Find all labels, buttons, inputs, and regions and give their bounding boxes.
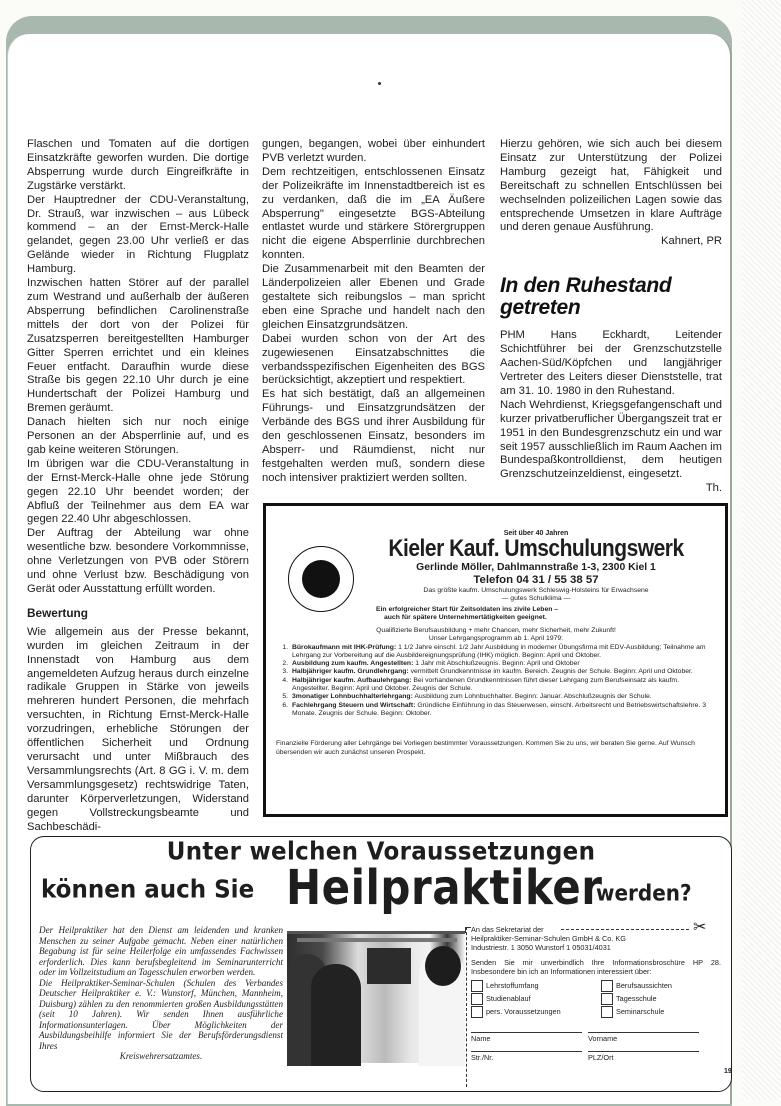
name-field[interactable]: Name <box>471 1032 582 1051</box>
advertisement-kieler-umschulungswerk <box>263 503 728 817</box>
ad-header <box>366 530 706 622</box>
cut-line-top <box>561 929 689 930</box>
checkbox-label: Lehrstoffumfang <box>486 980 539 990</box>
checkbox-label: Tagesschule <box>616 993 657 1003</box>
ad-phone: Telefon 04 31 / 55 38 57 <box>473 574 599 586</box>
ad-footer: Finanzielle Förderung aller Lehrgänge bei Vorliegen bestimmter Voraussetzungen. Kommen Sie zu uns, wir beraten Sie gerne. Auf Wunsch übersenden wir auch zunächst unseren Prospekt. <box>276 740 695 756</box>
plz-ort-field[interactable]: PLZ/Ort <box>588 1051 699 1070</box>
checkbox-label: Seminarschule <box>616 1006 665 1016</box>
xray-film <box>367 948 411 984</box>
checkbox-berufsaussichten[interactable] <box>601 979 711 992</box>
checkbox-studienablauf[interactable] <box>471 992 601 1005</box>
advertisement-heilpraktiker <box>30 836 732 1092</box>
course-text: Bei vorhandenen Grundkenntnissen führt dieser Lehrgang zum Berufseinsatz als kaufm. Angestellter. Beginn: April und Oktober. Zeugnis der Schule. <box>292 676 679 693</box>
coupon-address: Industriestr. 1 3050 Wunstorf 1 05031/4031 <box>471 943 611 953</box>
logo-circle-icon <box>288 546 354 612</box>
checkbox-seminarschule[interactable] <box>601 1005 711 1018</box>
article-column-1 <box>27 138 249 834</box>
photo-xray-consultation <box>287 931 465 1063</box>
paragraph: Der Auftrag der Abteilung war ohne wesentliche bzw. besondere Vorkommnisse, ohne Verletzungen von PVB oder Störern und ohne Verlust bzw. Beschädigung von Gerät oder Ausstattung erfüllt worden. <box>27 527 249 595</box>
ad-description-2: — gutes Schulklima — <box>501 595 571 602</box>
paragraph: gungen, begangen, wobei über einhundert PVB verletzt wurden. <box>262 138 485 164</box>
ad-claim <box>366 606 706 622</box>
retirement-headline: In den Ruhestand getreten <box>500 274 672 320</box>
paragraph: Der Heilpraktiker hat den Dienst am leidenden und kranken Menschen zu seiner Aufgabe gemacht. Neben einer natürlichen Begabung ist für seine Heilerfolge ein umfassendes Fachwissen erforderlich. Dies kann berufsbegleitend im Seminarunterricht oder im Vollzeitstudium an Tagesschulen erworben werden. <box>39 925 283 977</box>
checkbox-group <box>471 979 721 1018</box>
paragraph: Wie allgemein aus der Presse bekannt, wurden im gleichen Zeitraum in der Innenstadt von Hamburg aus dem angemeldeten Aufzug heraus durch einzelne radikale Gruppen in Stärke von jeweils mehreren hundert Personen, die mehrfach versuchten, in Richtung Ernst-Merck-Halle vorzudringen, erhebliche Störungen der öffentlichen Sicherheit und Ordnung verursacht und unter Mißbrauch des Versammlungsrechts (Art. 8 GG i. V. m. dem Versammlungsgesetz) rechtswidrige Taten, darunter Körperverletzungen, Widerstand gegen Vollstreckungsbeamte und Sachbeschädi- <box>27 625 249 833</box>
paragraph: Inzwischen hatten Störer auf der parallel zum Westrand und außerhalb der äußeren Absperrung befindlichen Carolinenstraße mittels der dort von der Polizei für Zusatzsperren bereitgestellten Hamburger Gitter Sperren errichtet und ein kleines Feuer entfacht. Daraufhin wurde diese Straße bis gegen 22.10 Uhr durch je eine Hundertschaft der Polizei Hamburg und Bremen geräumt. <box>27 277 249 415</box>
ad-claim-line: auch für spätere Unternehmertätigkeiten geeignet. <box>384 614 547 622</box>
paragraph: Dem rechtzeitigen, entschlossenen Einsatz der Polizeikräfte im Innenstadtbereich ist es zu verdanken, daß die im „EA Äußere Absperrung" eingesetzte BGS-Abteilung entlastet wurde und stärkere Störergruppen nicht die eigene Absperrlinie durchbrechen konnten. <box>262 165 485 262</box>
ad-body <box>276 627 716 757</box>
checkbox-icon[interactable] <box>601 993 613 1005</box>
checkbox-lehrstoffumfang[interactable] <box>471 979 601 992</box>
subheading-bewertung: Bewertung <box>27 605 88 620</box>
author-signature: Kahnert, PR <box>661 235 722 248</box>
course-title: Halbjähriger kaufm. Grundlehrgang: <box>292 668 409 676</box>
vorname-field[interactable]: Vorname <box>588 1032 699 1051</box>
checkbox-label: pers. Voraussetzungen <box>486 1006 561 1016</box>
paragraph: Dabei wurden schon von der Art des zugewiesenen Einsatzabschnittes die verbandsspezifischen Eigenheiten des BGS berücksichtigt, akzeptiert und respektiert. <box>262 332 485 387</box>
print-speck <box>378 82 381 85</box>
course-item <box>276 677 716 694</box>
page-edge-texture <box>742 0 781 1100</box>
article-column-2 <box>262 138 485 486</box>
scissors-icon: ✂ <box>693 919 707 936</box>
course-number: 3. <box>282 668 288 676</box>
coupon-company: Heilpraktiker-Seminar-Schulen GmbH & Co. KG <box>471 934 626 944</box>
course-text: Gründliche Einführung in das Steuerwesen, einschl. Arbeitsrecht und Betriebswirtschaftslehre. 3 Monate. Zeugnis der Schule. Beginn: Oktober. <box>292 701 706 717</box>
retirement-signature: Th. <box>705 482 722 495</box>
checkbox-pers-voraussetzungen[interactable] <box>471 1005 601 1018</box>
course-item <box>276 644 716 661</box>
ad-company-name: Kieler Kauf. Umschulungswerk <box>388 535 684 562</box>
ad-headline-2b: Heilpraktiker <box>286 859 603 916</box>
cut-line <box>466 927 469 1087</box>
course-text: Ausbildung zum Lohnbuchhalter. Beginn: Januar. Abschlußzeugnis der Schule. <box>412 693 652 701</box>
course-text: 1 1/2 Jahre einschl. 1/2 Jahr Ausbildung in moderner Übungsfirma mit EDV-Ausbildung; Teilnahme am Lehrgang zur Vorbereitung auf die Ausbildereignungsprüfung (IHK) möglich. Beginn: April und Oktober. <box>292 643 706 659</box>
course-title: Fachlehrgang Steuern und Wirtschaft: <box>292 701 416 709</box>
paragraph: Die Heilpraktiker-Seminar-Schulen (Schulen des Verbandes Deutscher Heilpraktiker e. V.: Wunstorf, München, Mannheim, Duisburg) zählen zu den renommierten großen Ausbildungsstätten (seit 10 Jahren). Wir senden Ihnen ausführliche Informationsunterlagen. Über Möglichkeiten der Ausbildungsbeihilfe informiert Sie der Berufsförderungsdienst Ihres <box>39 977 283 1051</box>
page-number: 19 <box>724 1068 732 1075</box>
course-title: Ausbildung zum kaufm. Angestellten: <box>292 660 414 668</box>
checkbox-icon[interactable] <box>471 980 483 992</box>
article-column-3 <box>500 138 722 496</box>
lightbox-frame <box>297 938 457 942</box>
course-item <box>276 702 716 719</box>
checkbox-label: Studienablauf <box>486 993 531 1003</box>
cut-corner <box>465 927 471 933</box>
ad-headline-2a: können auch Sie <box>41 875 255 905</box>
ad-claim-line: Ein erfolgreicher Start für Zeitsoldaten ins zivile Leben – <box>376 606 559 613</box>
course-text: vermittelt Grundkenntnisse im kaufm. Bereich. Zeugnis der Schule. Beginn: April und Oktober. <box>408 668 693 676</box>
course-title: 3monatiger Lohnbuchhalterlehrgang: <box>292 693 413 701</box>
course-item <box>276 660 716 668</box>
course-text: 1 Jahr mit Abschlußzeugnis. Beginn: April und Oktober <box>413 660 580 668</box>
checkbox-label: Berufsaussichten <box>616 980 672 990</box>
course-item <box>276 668 716 676</box>
paragraph: PHM Hans Eckhardt, Leitender Schichtführer bei der Grenzschutzstelle Aachen-Süd/Köpfchen und langjähriger Vertreter des Leiters dieser Dienststelle, trat am 31. 10. 1980 in den Ruhestand. <box>500 329 722 397</box>
coupon-recipient: An das Sekretariat der <box>471 925 544 934</box>
course-number: 4. <box>282 676 288 684</box>
paragraph: Flaschen und Tomaten auf die dortigen Einsatzkräfte geworfen wurden. Die dortige Absperrung wurde durch Eingreifkräfte in Zugstärke verstärkt. <box>27 138 249 192</box>
paragraph: Kreiswehrersatzamtes. <box>119 1051 203 1061</box>
paragraph: Nach Wehrdienst, Kriegsgefangenschaft und kurzer privatberuflicher Übergangszeit trat er 1951 in den Bundesgrenzschutz ein und war seit 1957 ausschließlich im Raum Aachen im Bundespaßkontrolldienst, dem heutigen Grenzschutzeinzeldienst, eingesetzt. <box>500 398 722 481</box>
street-field[interactable]: Str./Nr. <box>471 1051 582 1070</box>
address-fields <box>471 1032 721 1070</box>
paragraph: Danach hielten sich nur noch einige Personen an der Absperrlinie auf, und es gab keine weiteren Störungen. <box>27 416 249 456</box>
ad-tagline: Qualifizierte Berufsausbildung + mehr Chancen, mehr Sicherheit, mehr Zukunft! <box>376 627 616 634</box>
doctor-head <box>425 946 461 986</box>
checkbox-icon[interactable] <box>601 980 613 992</box>
checkbox-icon[interactable] <box>601 1006 613 1018</box>
paragraph: Die Zusammenarbeit mit den Beamten der Länderpolizeien aller Ebenen und Grade gestaltete sich reibungslos – man spricht eben eine Sprache und handelt nach den gleichen Einsatzgrundsätzen. <box>262 263 485 331</box>
ad-address: Gerlinde Möller, Dahlmannstraße 1-3, 2300 Kiel 1 <box>416 562 656 573</box>
person-silhouette <box>311 964 361 1066</box>
checkbox-icon[interactable] <box>471 1006 483 1018</box>
course-title: Halbjähriger kaufm. Aufbaulehrgang: <box>292 676 412 684</box>
coupon-request: Senden Sie mir unverbindlich Ihre Informationsbroschüre HP 28. Insbesondere bin ich an Informationen interessiert über: <box>471 957 721 976</box>
course-list <box>276 644 716 719</box>
checkbox-icon[interactable] <box>471 993 483 1005</box>
checkbox-tagesschule[interactable] <box>601 992 711 1005</box>
ad-headline-1: Unter welchen Voraussetzungen <box>166 837 596 867</box>
paragraph: Hierzu gehören, wie sich auch bei diesem Einsatz zur Unterstützung der Polizei Hamburg gezeigt hat, Fähigkeit und Bereitschaft zu schnellen Entschlüssen bei wechselnden polizeilichen Lagen sowie das entsprechende Umsetzen in klare Aufträge und deren genaue Ausführung. <box>500 138 722 234</box>
course-item <box>276 693 716 701</box>
paragraph: Im übrigen war die CDU-Veranstaltung in der Ernst-Merck-Halle ohne jede Störung gegen 22.10 Uhr beendet worden; der Abfluß der Teilnehmer aus dem EA war gegen 22.40 Uhr abgeschlossen. <box>27 457 249 526</box>
paragraph: Es hat sich bestätigt, daß an allgemeinen Führungs- und Einsatzgrundsätzen der Verbände des BGS und ihrer Ausbildung für den geschlossenen Einsatz, besonders im Absperr- und Räumdienst, nicht nur festgehalten werden muß, sondern diese noch intensiver praktiziert werden sollten. <box>262 388 485 484</box>
course-title: Bürokaufmann mit IHK-Prüfung: <box>292 643 397 651</box>
course-number: 2. <box>282 660 288 668</box>
course-number: 6. <box>282 701 288 709</box>
ad-headline-2c: werden? <box>596 879 692 907</box>
paragraph: Der Hauptredner der CDU-Veranstaltung, Dr. Strauß, war inzwischen – aus Lübeck kommend – an der Ernst-Merck-Halle gelandet, gegen 23.00 Uhr verließ er das Gelände wieder in Richtung Flugplatz Hamburg. <box>27 193 249 276</box>
ad-since: Seit über 40 Jahren <box>503 530 569 537</box>
reply-coupon[interactable] <box>471 919 721 1070</box>
ad-description: Das größte kaufm. Umschulungswerk Schleswig-Holsteins für Erwachsene <box>423 587 649 594</box>
course-number: 1. <box>282 643 288 651</box>
ad-body-text <box>39 925 283 1062</box>
ad-program-title: Unser Lehrgangsprogramm ab 1. April 1979: <box>428 635 564 643</box>
course-number: 5. <box>282 693 288 701</box>
